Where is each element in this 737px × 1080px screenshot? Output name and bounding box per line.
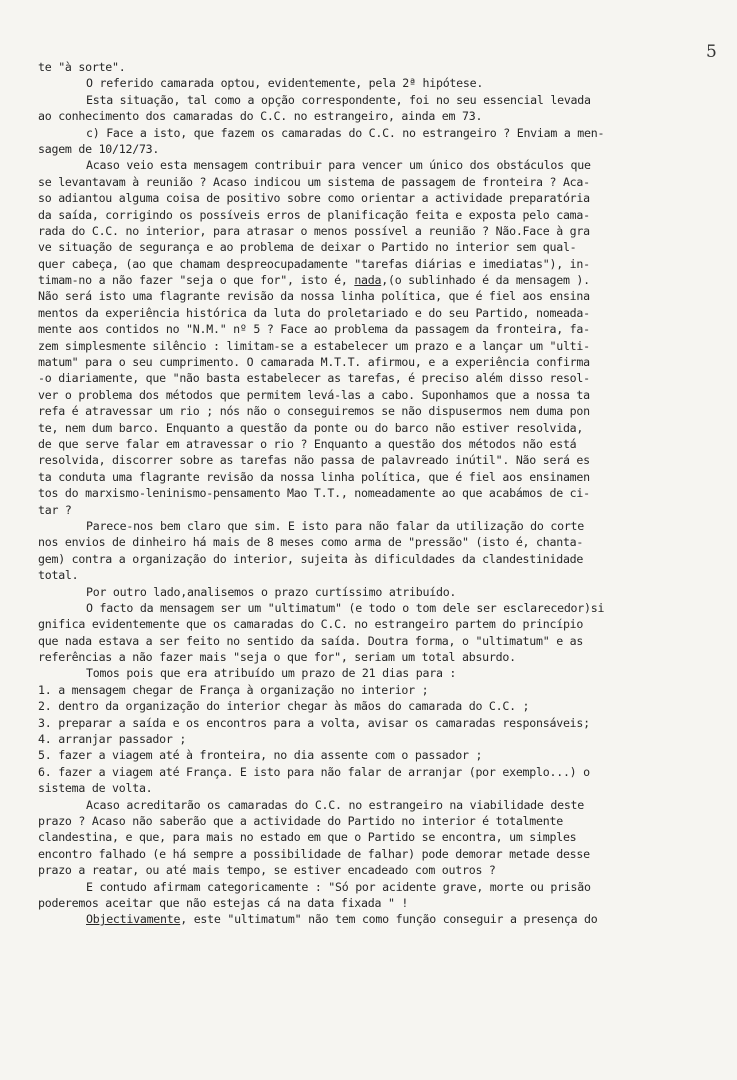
page-number: 5 bbox=[706, 42, 717, 62]
text-line: Acaso veio esta mensagem contribuir para vencer um único dos obstáculos que bbox=[86, 158, 591, 173]
text-line: referências a não fazer mais "seja o que for", seriam um total absurdo. bbox=[38, 650, 516, 665]
text-line: 4. arranjar passador ; bbox=[38, 732, 187, 747]
text-line: zem simplesmente silêncio : limitam-se a estabelecer um prazo e a lançar um "ulti- bbox=[38, 338, 590, 353]
text-line: Por outro lado,analisemos o prazo curtíssimo atribuído. bbox=[86, 584, 457, 599]
text-line: sistema de volta. bbox=[38, 781, 153, 796]
text-line: 5. fazer a viagem até à fronteira, no dia assente com o passador ; bbox=[38, 748, 483, 763]
text-line: matum" para o seu cumprimento. O camarada M.T.T. afirmou, e a experiência confirma bbox=[38, 355, 590, 370]
text-line: ta conduta uma flagrante revisão da nossa linha política, que é fiel aos ensinamen bbox=[38, 469, 590, 484]
text-line: da saída, corrigindo os possíveis erros de planificação feita e exposta pelo cama- bbox=[38, 207, 590, 222]
text-line: gnifica evidentemente que os camaradas do C.C. no estrangeiro partem do princípio bbox=[38, 617, 584, 632]
text-line: total. bbox=[38, 568, 79, 583]
text-line: mente aos contidos no "N.M." nº 5 ? Face ao problema da passagem da fronteira, fa- bbox=[38, 322, 590, 337]
text-line: de que serve falar em atravessar o rio ? Enquanto a questão dos métodos não está bbox=[38, 436, 577, 451]
text-line: poderemos aceitar que não estejas cá na data fixada " ! bbox=[38, 895, 409, 910]
text-line: Objectivamente, este "ultimatum" não tem como função conseguir a presença do bbox=[86, 912, 598, 927]
text-line: 1. a mensagem chegar de França à organização no interior ; bbox=[38, 682, 429, 697]
text-line: Parece-nos bem claro que sim. E isto para não falar da utilização do corte bbox=[86, 518, 585, 533]
text-line: so adiantou alguma coisa de positivo sobre como orientar a actividade preparatória bbox=[38, 191, 590, 206]
document-body bbox=[38, 59, 718, 928]
text-line: 6. fazer a viagem até França. E isto para não falar de arranjar (por exemplo...) o bbox=[38, 764, 590, 779]
text-line: E contudo afirmam categoricamente : "Só por acidente grave, morte ou prisão bbox=[86, 879, 591, 894]
text-line: prazo ? Acaso não saberão que a actividade do Partido no interior é totalmente bbox=[38, 813, 563, 828]
text-line: Não será isto uma flagrante revisão da nossa linha política, que é fiel aos ensina bbox=[38, 289, 590, 304]
text-line: Esta situação, tal como a opção correspondente, foi no seu essencial levada bbox=[86, 92, 591, 107]
text-line: nos envios de dinheiro há mais de 8 meses como arma de "pressão" (isto é, chanta- bbox=[38, 535, 584, 550]
text-line: te "à sorte". bbox=[38, 60, 126, 74]
text-line: prazo a reatar, ou até mais tempo, se estiver encadeado com outros ? bbox=[38, 863, 496, 878]
text-line: O referido camarada optou, evidentemente, pela 2ª hipótese. bbox=[86, 76, 484, 91]
text-line: refa é atravessar um rio ; nós não o conseguiremos se não dispusermos nem duma pon bbox=[38, 404, 590, 419]
text-line: resolvida, discorrer sobre as tarefas não passa de palavreado inútil". Não será es bbox=[38, 453, 590, 468]
underlined-emphasis: Objectivamente bbox=[86, 912, 181, 927]
text-line: rada do C.C. no interior, para atrasar o menos possível a reunião ? Não.Face à gra bbox=[38, 223, 590, 238]
text-line: c) Face a isto, que fazem os camaradas do C.C. no estrangeiro ? Enviam a men- bbox=[86, 125, 605, 140]
text-line: mentos da experiência histórica da luta do proletariado e do seu Partido, nomeada- bbox=[38, 305, 590, 320]
text-line: O facto da mensagem ser um "ultimatum" (e todo o tom dele ser esclarecedor)si bbox=[86, 600, 605, 615]
text-line: se levantavam à reunião ? Acaso indicou um sistema de passagem de fronteira ? Aca- bbox=[38, 174, 590, 189]
text-line: tos do marxismo-leninismo-pensamento Mao T.T., nomeadamente ao que acabámos de ci- bbox=[38, 486, 590, 501]
underlined-emphasis: nada bbox=[354, 273, 382, 288]
text-line: sagem de 10/12/73. bbox=[38, 141, 160, 156]
text-line: ve situação de segurança e ao problema de deixar o Partido no interior sem qual- bbox=[38, 240, 577, 255]
text-line: 2. dentro da organização do interior chegar às mãos do camarada do C.C. ; bbox=[38, 699, 530, 714]
text-line: ver o problema dos métodos que permitem levá-las a cabo. Suponhamos que a nossa ta bbox=[38, 387, 590, 402]
text-line: que nada estava a ser feito no sentido da saída. Doutra forma, o "ultimatum" e as bbox=[38, 633, 584, 648]
text-line: te, nem dum barco. Enquanto a questão da ponte ou do barco não estiver resolvida, bbox=[38, 420, 584, 435]
text-line: timam-no a não fazer "seja o que for", isto é, nada,(o sublinhado é da mensagem ). bbox=[38, 273, 590, 288]
text-line: ao conhecimento dos camaradas do C.C. no estrangeiro, ainda em 73. bbox=[38, 109, 483, 124]
text-line: gem) contra a organização do interior, sujeita às dificuldades da clandestinidade bbox=[38, 551, 584, 566]
text-line: 3. preparar a saída e os encontros para a volta, avisar os camaradas responsáveis; bbox=[38, 715, 590, 730]
text-line: encontro falhado (e há sempre a possibilidade de falhar) pode demorar metade desse bbox=[38, 846, 590, 861]
text-line: clandestina, e que, para mais no estado em que o Partido se encontra, um simples bbox=[38, 830, 577, 845]
text-line: quer cabeça, (ao que chamam despreocupadamente "tarefas diárias e imediatas"), in- bbox=[38, 256, 590, 271]
text-line: tar ? bbox=[38, 502, 72, 517]
text-line: -o diariamente, que "não basta estabelecer as tarefas, é preciso além disso resol- bbox=[38, 371, 590, 386]
text-line: Acaso acreditarão os camaradas do C.C. no estrangeiro na viabilidade deste bbox=[86, 797, 585, 812]
text-line: Tomos pois que era atribuído um prazo de 21 dias para : bbox=[86, 666, 457, 681]
